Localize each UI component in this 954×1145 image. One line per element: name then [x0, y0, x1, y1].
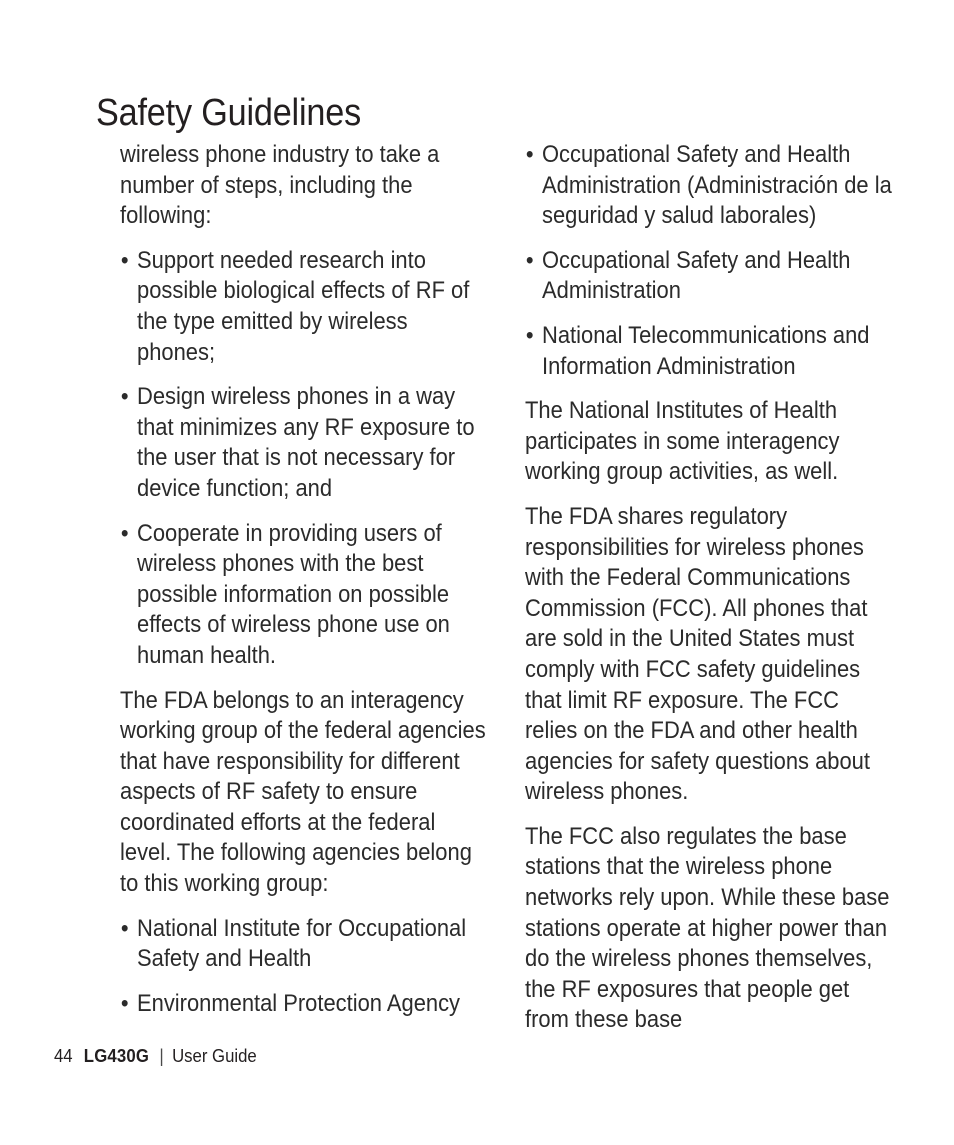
bullet-point-icon: • — [525, 141, 534, 168]
page-footer — [54, 1044, 257, 1068]
bullet-point-icon: • — [120, 246, 129, 274]
bullet-list-item-label: National Institute for Occupational Safety and Health — [137, 914, 467, 973]
bullet-list-item — [120, 382, 491, 504]
left-column — [120, 140, 520, 1033]
body-paragraph: wireless phone industry to take a number of steps, including the following: — [120, 141, 440, 230]
bullet-list-item-label: Occupational Safety and Health Administration (Administración de la seguridad y salud laborales) — [542, 141, 892, 230]
bullet-list-item-label: Occupational Safety and Health Administration — [542, 246, 851, 305]
footer-guide-label: User Guide — [172, 1046, 257, 1066]
body-paragraph: The FDA shares regulatory responsibilities for wireless phones with the Federal Communications Commission (FCC). All phones that are sold in the United States must comply with FCC safety guidelines that limit RF exposure. The FCC relies on the FDA and other health agencies for safety questions about wireless phones. — [525, 502, 870, 806]
page-title: Safety Guidelines — [96, 92, 362, 135]
bullet-list-item-label: Support needed research into possible biological effects of RF of the type emitted by wireless phones; — [137, 246, 470, 366]
footer-separator: | — [159, 1046, 164, 1066]
right-column-blocks — [525, 140, 896, 1036]
bullet-list — [120, 914, 491, 1020]
bullet-list-item-label: Design wireless phones in a way that minimizes any RF exposure to the user that is not necessary for device function; and — [137, 383, 475, 502]
bullet-point-icon: • — [120, 519, 129, 547]
left-column-blocks — [120, 140, 491, 1019]
body-paragraph: The FCC also regulates the base stations that the wireless phone networks rely upon. While these base stations operate at higher power than do the wireless phones themselves, the RF exposures that people get from these base — [525, 822, 890, 1034]
bullet-list-item — [120, 519, 491, 672]
bullet-list-item-label: Environmental Protection Agency — [137, 989, 461, 1017]
bullet-list-item-label: Cooperate in providing users of wireless phones with the best possible information on possible effects of wireless phone use on human health. — [137, 519, 450, 669]
bullet-point-icon: • — [525, 246, 534, 274]
bullet-list-item — [120, 246, 491, 368]
bullet-list-item — [525, 321, 896, 382]
footer-page-number: 44 — [54, 1046, 73, 1066]
body-paragraph: The National Institutes of Health participates in some interagency working group activities, as well. — [525, 397, 840, 486]
bullet-list-item-label: National Telecommunications and Information Administration — [542, 321, 870, 380]
bullet-list — [525, 140, 896, 382]
bullet-point-icon: • — [120, 989, 129, 1017]
bullet-point-icon: • — [120, 914, 129, 942]
right-column — [525, 140, 925, 1050]
bullet-list-item — [525, 140, 896, 232]
bullet-list-item — [120, 914, 491, 975]
bullet-list-item — [525, 246, 896, 307]
footer-model-name: LG430G — [83, 1046, 150, 1066]
bullet-list-item — [120, 989, 491, 1020]
body-paragraph: The FDA belongs to an interagency working group of the federal agencies that have responsibility for different aspects of RF safety to ensure coordinated efforts at the federal level. The following agencies belong to this working group: — [120, 686, 486, 898]
bullet-point-icon: • — [525, 321, 534, 349]
bullet-point-icon: • — [120, 383, 129, 411]
bullet-list — [120, 246, 491, 672]
